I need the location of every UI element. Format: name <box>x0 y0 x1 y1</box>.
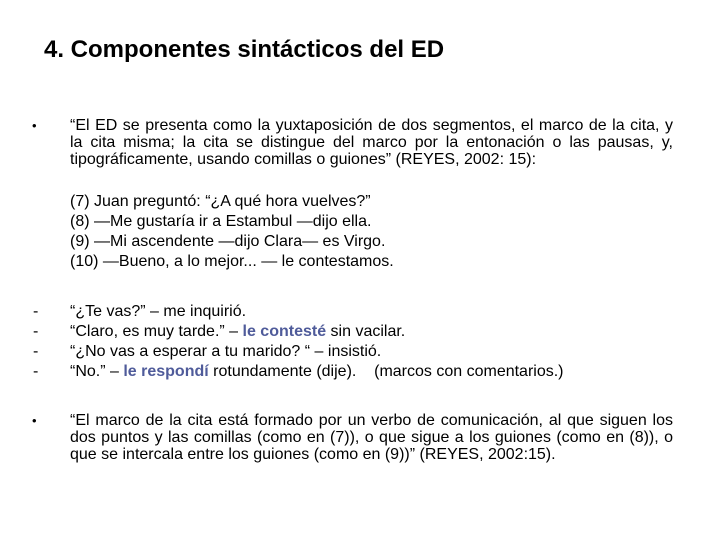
example-8: (8) —Me gustaría ir a Estambul —dijo ella. <box>70 213 372 230</box>
dialogue-text: rotundamente (dije). (marcos con comentarios.) <box>208 363 564 380</box>
dialogue-text: “¿Te vas?” – me inquirió. <box>70 303 247 320</box>
quote-paragraph-2: “El marco de la cita está formado por un verbo de comunicación, al que siguen los dos puntos y las comillas (como en (7)), o que sigue a los guiones (como en (8)), o que se intercala entre los guiones (como en (9))” (REYES, 2002:15). <box>70 412 673 463</box>
example-9: (9) —Mi ascendente —dijo Clara— es Virgo. <box>70 233 386 250</box>
dash-marker: - <box>33 343 39 360</box>
dash-marker: - <box>33 363 39 380</box>
dialogue-line-1 <box>70 302 564 322</box>
dash-marker: - <box>33 323 39 340</box>
example-7: (7) Juan preguntó: “¿A qué hora vuelves?” <box>70 193 371 210</box>
dialogue-text: sin vacilar. <box>326 323 406 340</box>
dialogue-text: “No.” – <box>70 363 124 380</box>
quote-paragraph-1: “El ED se presenta como la yuxtaposición de dos segmentos, el marco de la cita, y la cita misma; la cita se distingue del marco por la entonación o las pausas, y, tipográficamente, usando comillas o guiones” (REYES, 2002: 15): <box>70 117 673 168</box>
dialogue-line-2 <box>70 322 564 342</box>
dash-marker: - <box>33 303 39 320</box>
bullet-2: • <box>32 413 37 428</box>
speech-verb-highlight: le contesté <box>242 323 327 340</box>
dialogue-text: “Claro, es muy tarde.” – <box>70 323 243 340</box>
bullet-1: • <box>32 118 37 133</box>
slide-title: 4. Componentes sintácticos del ED <box>44 36 445 63</box>
dialogue-text: “¿No vas a esperar a tu marido? “ – insistió. <box>70 343 382 360</box>
dialogue-line-3 <box>70 342 564 362</box>
dialogue-list <box>70 302 564 382</box>
dash-markers <box>33 302 38 382</box>
examples-list <box>70 192 394 272</box>
speech-verb-highlight: le respondí <box>123 363 209 380</box>
dialogue-line-4 <box>70 362 564 382</box>
example-10: (10) —Bueno, a lo mejor... — le contestamos. <box>70 253 394 270</box>
